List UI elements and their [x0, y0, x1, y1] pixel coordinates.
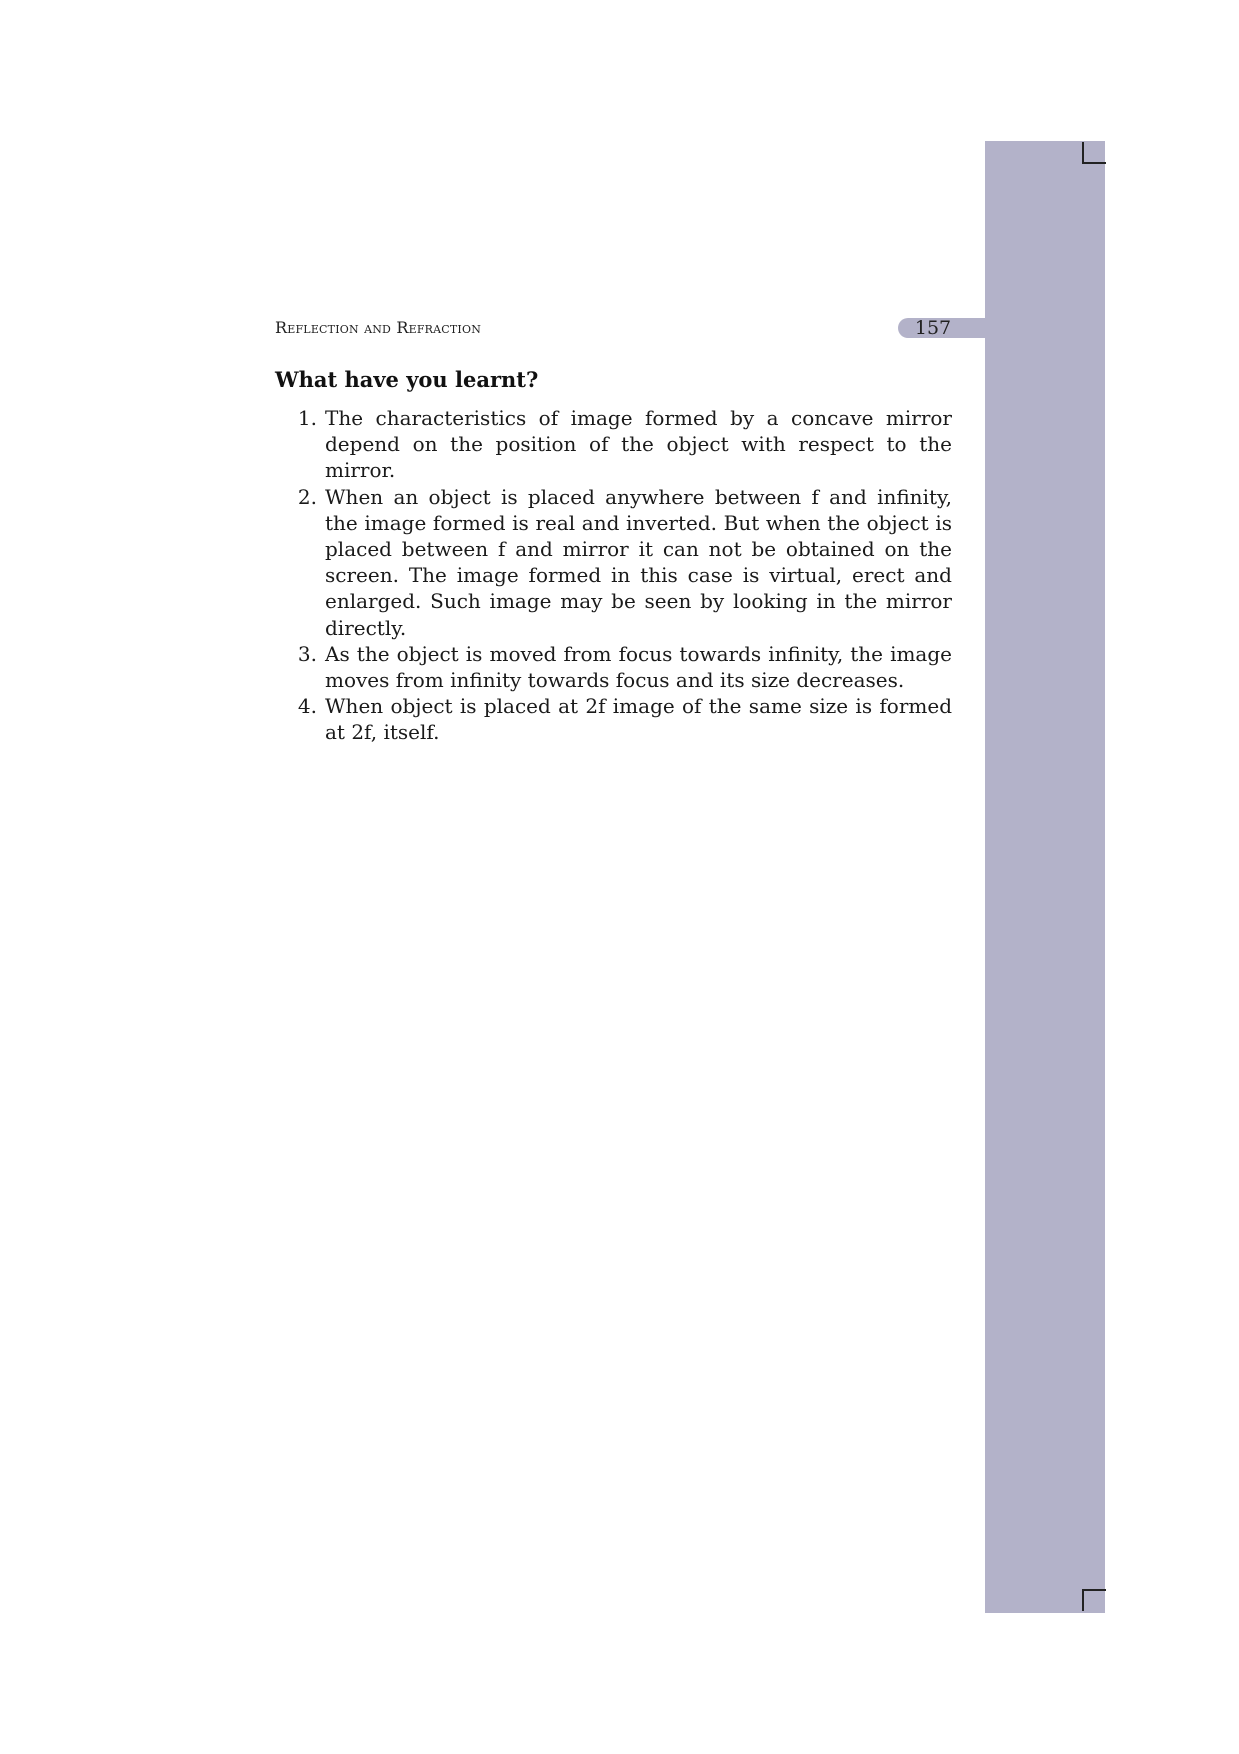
- crop-mark-top: [1082, 142, 1106, 164]
- page-number: 157: [914, 317, 952, 339]
- side-color-band: [985, 141, 1105, 1613]
- section-heading: What have you learnt?: [275, 367, 539, 392]
- list-item: [297, 484, 952, 641]
- list-item-number: 1.: [297, 406, 317, 430]
- list-item-text: When object is placed at 2f image of the same size is formed at 2f, itself.: [325, 694, 952, 745]
- crop-mark-bottom: [1082, 1589, 1106, 1611]
- list-item-number: 4.: [297, 694, 317, 719]
- running-header-title: Reflection and Refraction: [275, 318, 482, 337]
- list-item: [297, 693, 952, 745]
- list-item: [297, 641, 952, 693]
- list-item-text: The characteristics of image formed by a concave mirror depend on the position of the object with respect to the mirror.: [325, 406, 952, 483]
- list-item-number: 3.: [297, 641, 317, 666]
- list-item-text: When an object is placed anywhere between f and infinity, the image formed is real and inverted. But when the object is placed between f and mirror it can not be obtained on the screen. The image formed in this case is virtual, erect and enlarged. Such image may be seen by looking in the mirror directly.: [325, 484, 952, 640]
- list-item-text: As the object is moved from focus towards infinity, the image moves from infinity towards focus and its size decreases.: [325, 641, 952, 693]
- learning-points-list: [297, 405, 952, 746]
- list-item: [297, 405, 952, 484]
- list-item-number: 2.: [297, 484, 317, 509]
